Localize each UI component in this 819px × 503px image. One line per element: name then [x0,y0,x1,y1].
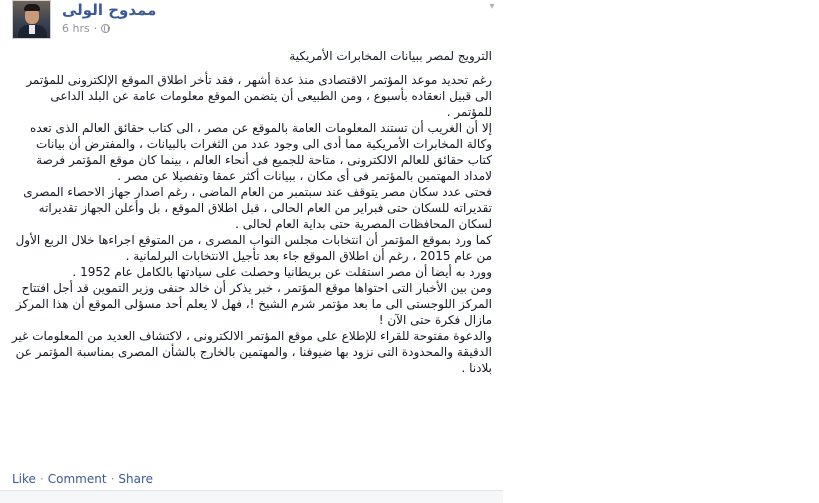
separator-dot: · [93,22,98,35]
like-link[interactable]: Like [12,472,36,486]
post-actions [12,472,153,486]
post-title: الترويج لمصر ببيانات المخابرات الأمريكية [289,49,492,63]
action-separator: · [110,472,115,486]
action-separator: · [39,472,44,486]
share-link[interactable]: Share [118,472,154,486]
comment-link[interactable]: Comment [47,472,107,486]
author-avatar[interactable] [12,0,51,39]
comments-area [0,490,503,503]
post-meta [62,22,110,35]
post-body [10,48,492,376]
post-paragraph: إلا أن الغريب أن تستند المعلومات العامة بالموقع عن مصر ، الى كتاب حقائق العالم الذى تعده وكالة المخابرات الأمريكية مما أدى الى وجود عدد من الثغرات بالبيانات ، والمفترض أن بيانات كتاب حقائق للعالم الالكترونى ، متاحة للجميع فى أنحاء العالم ، بينما كان موقع المؤتمر فرصة لامداد المهتمين بالمؤتمر فى أى مكان ، ببيانات أكثر عمقا وتفصيلا عن مصر . [30,121,492,183]
post-paragraph: والدعوة مفتوحة للقراء للإطلاع على موقع المؤتمر الالكترونى ، لاكتشاف العديد من المعلومات غير الدقيقة والمحدودة التى نزود بها ضيوفنا ، والمهتمين بالخارج بالشأن المصرى بمناسبة المؤتمر عن بلادنا . [11,329,492,375]
post-paragraph: ومن بين الأخبار التى احتواها موقع المؤتمر ، خبر يذكر أن خالد حنفى وزير التموين قد أجل افتتاح المركز اللوجستى الى ما بعد مؤتمر شرم الشيخ !، فهل لا يعلم أحد مسؤلى الموقع أن هذا المركز مازال فكرة حتى الآن ! [15,281,492,327]
post-paragraph: فحتى عدد سكان مصر يتوقف عند سبتمبر من العام الماضى ، رغم اصدار جهاز الاحصاء المصرى تقديراته للسكان حتى فبراير من العام الحالى ، قبل اطلاق الموقع ، بل وأعلن الجهاز تقديراته لسكان المحافظات المصرية حتى بداية العام لحالى . [23,185,492,231]
author-name[interactable]: ممدوح الولى [62,1,157,19]
post-paragraph: رغم تحديد موعد المؤتمر الاقتصادى منذ عدة أشهر ، فقد تأخر اطلاق الموقع الإلكترونى للمؤتمر الى قبيل انعقاده بأسبوع ، ومن الطبيعى أن يتضمن الموقع معلومات عامة عن البلد الداعى للمؤتمر . [26,73,492,119]
post-timestamp[interactable]: 6 hrs [62,22,90,35]
globe-icon[interactable] [101,24,110,33]
post-paragraph: وورد به أيضا أن مصر استقلت عن بريطانيا وحصلت على سيادتها بالكامل عام 1952 . [72,265,492,279]
post-paragraph: كما ورد بموقع المؤتمر أن انتخابات مجلس النواب المصرى ، من المتوقع اجراءها خلال الربع الأول من عام 2015 ، رغم أن اطلاق الموقع جاء بعد تأجيل الانتخابات البرلمانية . [15,233,492,263]
chevron-down-icon[interactable]: ▾ [489,1,495,12]
